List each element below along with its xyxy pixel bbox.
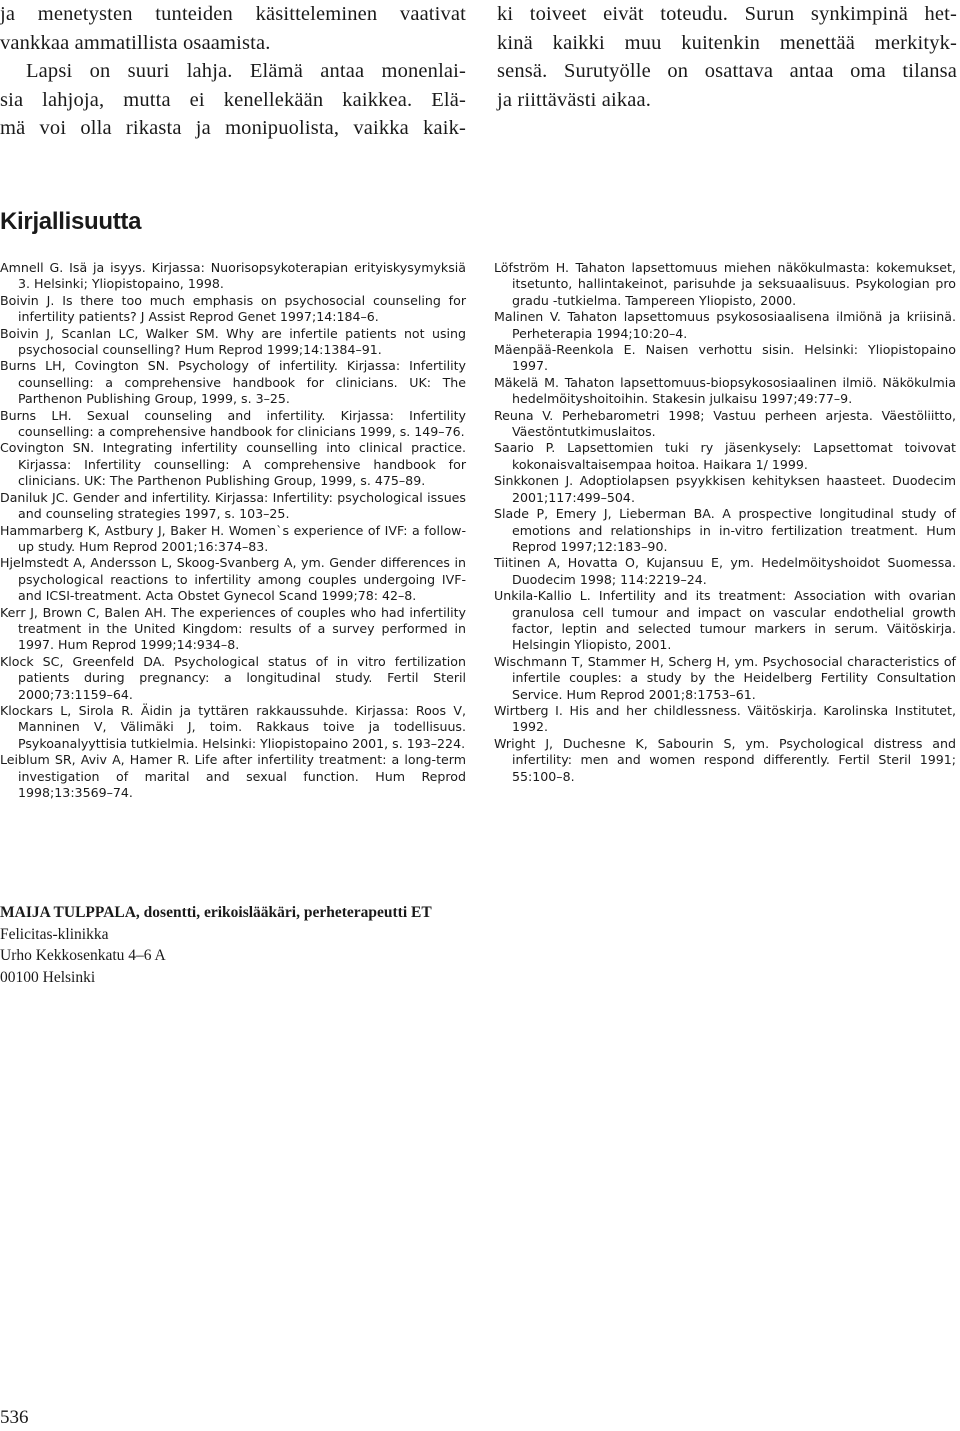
body-line: vankkaa ammatillista osaamista.	[0, 31, 271, 54]
reference-entry: Boivin J, Scanlan LC, Walker SM. Why are infertile patients not using psychosocial counselling? Hum Reprod 1999;14:1384–91.	[0, 325, 466, 358]
reference-entry: Burns LH, Covington SN. Psychology of infertility. Kirjassa: Infertility counselling: a comprehensive handbook for clinicians. UK: The Parthenon Publishing Group, 1999, s. 3–25.	[0, 358, 466, 407]
reference-entry: Hjelmstedt A, Andersson L, Skoog-Svanberg A, ym. Gender differences in psychological reactions to infertility among couples undergoing IVF- and ICSI-treatment. Acta Obstet Gynecol Scand 1999;78: 42–8.	[0, 555, 466, 604]
reference-entry: Malinen V. Tahaton lapsettomuus psykososiaalisena ilmiönä ja kriisinä. Perheterapia 1994;10:20–4.	[494, 309, 956, 341]
reference-entry: Klock SC, Greenfeld DA. Psychological status of in vitro fertilization patients during pregnancy: a longitudinal study. Fertil Steril 2000;73:1159–64.	[0, 653, 466, 702]
reference-entry: Amnell G. Isä ja isyys. Kirjassa: Nuorisopsykoterapian erityiskysymyksiä 3. Helsinki; Yliopistopaino, 1998.	[0, 260, 466, 292]
reference-entry: Wright J, Duchesne K, Sabourin S, ym. Psychological distress and infertility: men and women respond differently. Fertil Steril 1991; 55:100–8.	[494, 735, 956, 784]
reference-entry: Sinkkonen J. Adoptiolapsen psyykkisen kehityksen haasteet. Duodecim 2001;117:499–504.	[494, 473, 956, 505]
author-name-line: MAIJA TULPPALA, dosentti, erikoislääkäri, perheterapeutti ET	[0, 904, 432, 921]
body-line: ja riittävästi aikaa.	[497, 88, 651, 111]
page-number: 536	[0, 1407, 29, 1428]
reference-entry: Slade P, Emery J, Lieberman BA. A prospective longitudinal study of emotions and relationships in in-vitro fertilization treatment. Hum Reprod 1997;12:183–90.	[494, 506, 956, 554]
reference-entry: Mäkelä M. Tahaton lapsettomuus-biopsykososiaalinen ilmiö. Näkökulmia hedelmöityshoitoihin. Stakesin julkaisu 1997;49:77–9.	[494, 374, 956, 407]
reference-entry: Kerr J, Brown C, Balen AH. The experiences of couples who had infertility treatment in the United Kingdom: results of a survey performed in 1997. Hum Reprod 1999;14:934–8.	[0, 604, 466, 653]
reference-entry: Leiblum SR, Aviv A, Hamer R. Life after infertility treatment: a long-term investigation of marital and sexual function. Hum Reprod 1998;13:3569–74.	[0, 752, 466, 800]
reference-entry: Unkila-Kallio L. Infertility and its treatment: Association with ovarian granulosa cell tumour and impact on vascular endothelial growth factor, leptin and selected tumour markers in serum. Väitöskirja. Helsingin Yliopisto, 2001.	[494, 588, 956, 653]
reference-entry: Wischmann T, Stammer H, Scherg H, ym. Psychosocial characteristics of infertile couples: a study by the Heidelberg Fertility Consultation Service. Hum Reprod 2001;8:1753–61.	[494, 653, 956, 702]
reference-entry: Klockars L, Sirola R. Äidin ja tyttären rakkaussuhde. Kirjassa: Roos V, Manninen V, Välimäki J, toim. Rakkaus toive ja todellisuus. Psykoanalyyttisia tutkielmia. Helsinki: Yliopistopaino 2001, s. 193–224.	[0, 702, 466, 751]
reference-entry: Daniluk JC. Gender and infertility. Kirjassa: Infertility: psychological issues and counseling strategies 1997, s. 103–25.	[0, 489, 466, 522]
body-text-right-column	[497, 0, 957, 114]
body-line: Lapsi on suuri lahja. Elämä antaa monenlai-	[26, 60, 466, 82]
reference-entry: Reuna V. Perhebarometri 1998; Vastuu perheen arjesta. Väestöliitto, Väestöntutkimuslaitos.	[494, 407, 956, 440]
reference-entry: Boivin J. Is there too much emphasis on psychosocial counseling for infertility patients? J Assist Reprod Genet 1997;14:184–6.	[0, 292, 466, 325]
body-line: sia lahjoja, mutta ei kenellekään kaikkea. Elä-	[0, 88, 466, 111]
references-right-column	[494, 260, 956, 785]
body-line: ki toiveet eivät toteudu. Surun synkimpinä het-	[497, 3, 957, 25]
reference-entry: Hammarberg K, Astbury J, Baker H. Women`s experience of IVF: a follow-up study. Hum Reprod 2001;16:374–83.	[0, 522, 466, 554]
author-clinic-line: Felicitas-klinikka	[0, 925, 109, 943]
body-line: sensä. Surutyölle on osattava antaa oma tilansa	[497, 60, 957, 82]
reference-entry: Tiitinen A, Hovatta O, Kujansuu E, ym. Hedelmöityshoidot Suomessa. Duodecim 1998; 114:2219–24.	[494, 555, 956, 587]
reference-entry: Covington SN. Integrating infertility counselling into clinical practice. Kirjassa: Infertility counselling: A comprehensive handbook for clinicians. UK: The Parthenon Publishing Group, 1999, s. 475–89.	[0, 440, 466, 489]
reference-entry: Burns LH. Sexual counseling and infertility. Kirjassa: Infertility counselling: a comprehensive handbook for clinicians 1999, s. 149–76.	[0, 407, 466, 440]
body-line: mä voi olla rikasta ja monipuolista, vaikka kaik-	[0, 117, 466, 139]
reference-entry: Mäenpää-Reenkola E. Naisen verhottu sisin. Helsinki: Yliopistopaino 1997.	[494, 342, 956, 374]
body-line: ja menetysten tunteiden käsitteleminen vaativat	[0, 3, 466, 25]
body-text-left-column	[0, 0, 466, 143]
author-city-line: 00100 Helsinki	[0, 968, 96, 986]
references-heading: Kirjallisuutta	[0, 208, 142, 235]
references-left-column	[0, 260, 466, 801]
reference-entry: Saario P. Lapsettomien tuki ry jäsenkysely: Lapsettomat toivovat kokonaisvaltaisempaa hoitoa. Haikara 1/ 1999.	[494, 440, 956, 472]
author-street-line: Urho Kekkosenkatu 4–6 A	[0, 947, 166, 964]
reference-entry: Löfström H. Tahaton lapsettomuus miehen näkökulmasta: kokemukset, itsetunto, hallintakeinot, parisuhde ja seksuaalisuus. Psykologian pro gradu -tutkielma. Tampereen Yliopisto, 2000.	[494, 260, 956, 308]
reference-entry: Wirtberg I. His and her childlessness. Väitöskirja. Karolinska Institutet, 1992.	[494, 702, 956, 735]
author-info	[0, 902, 432, 988]
body-line: kinä kaikki muu kuitenkin menettää merkityk-	[497, 31, 957, 54]
